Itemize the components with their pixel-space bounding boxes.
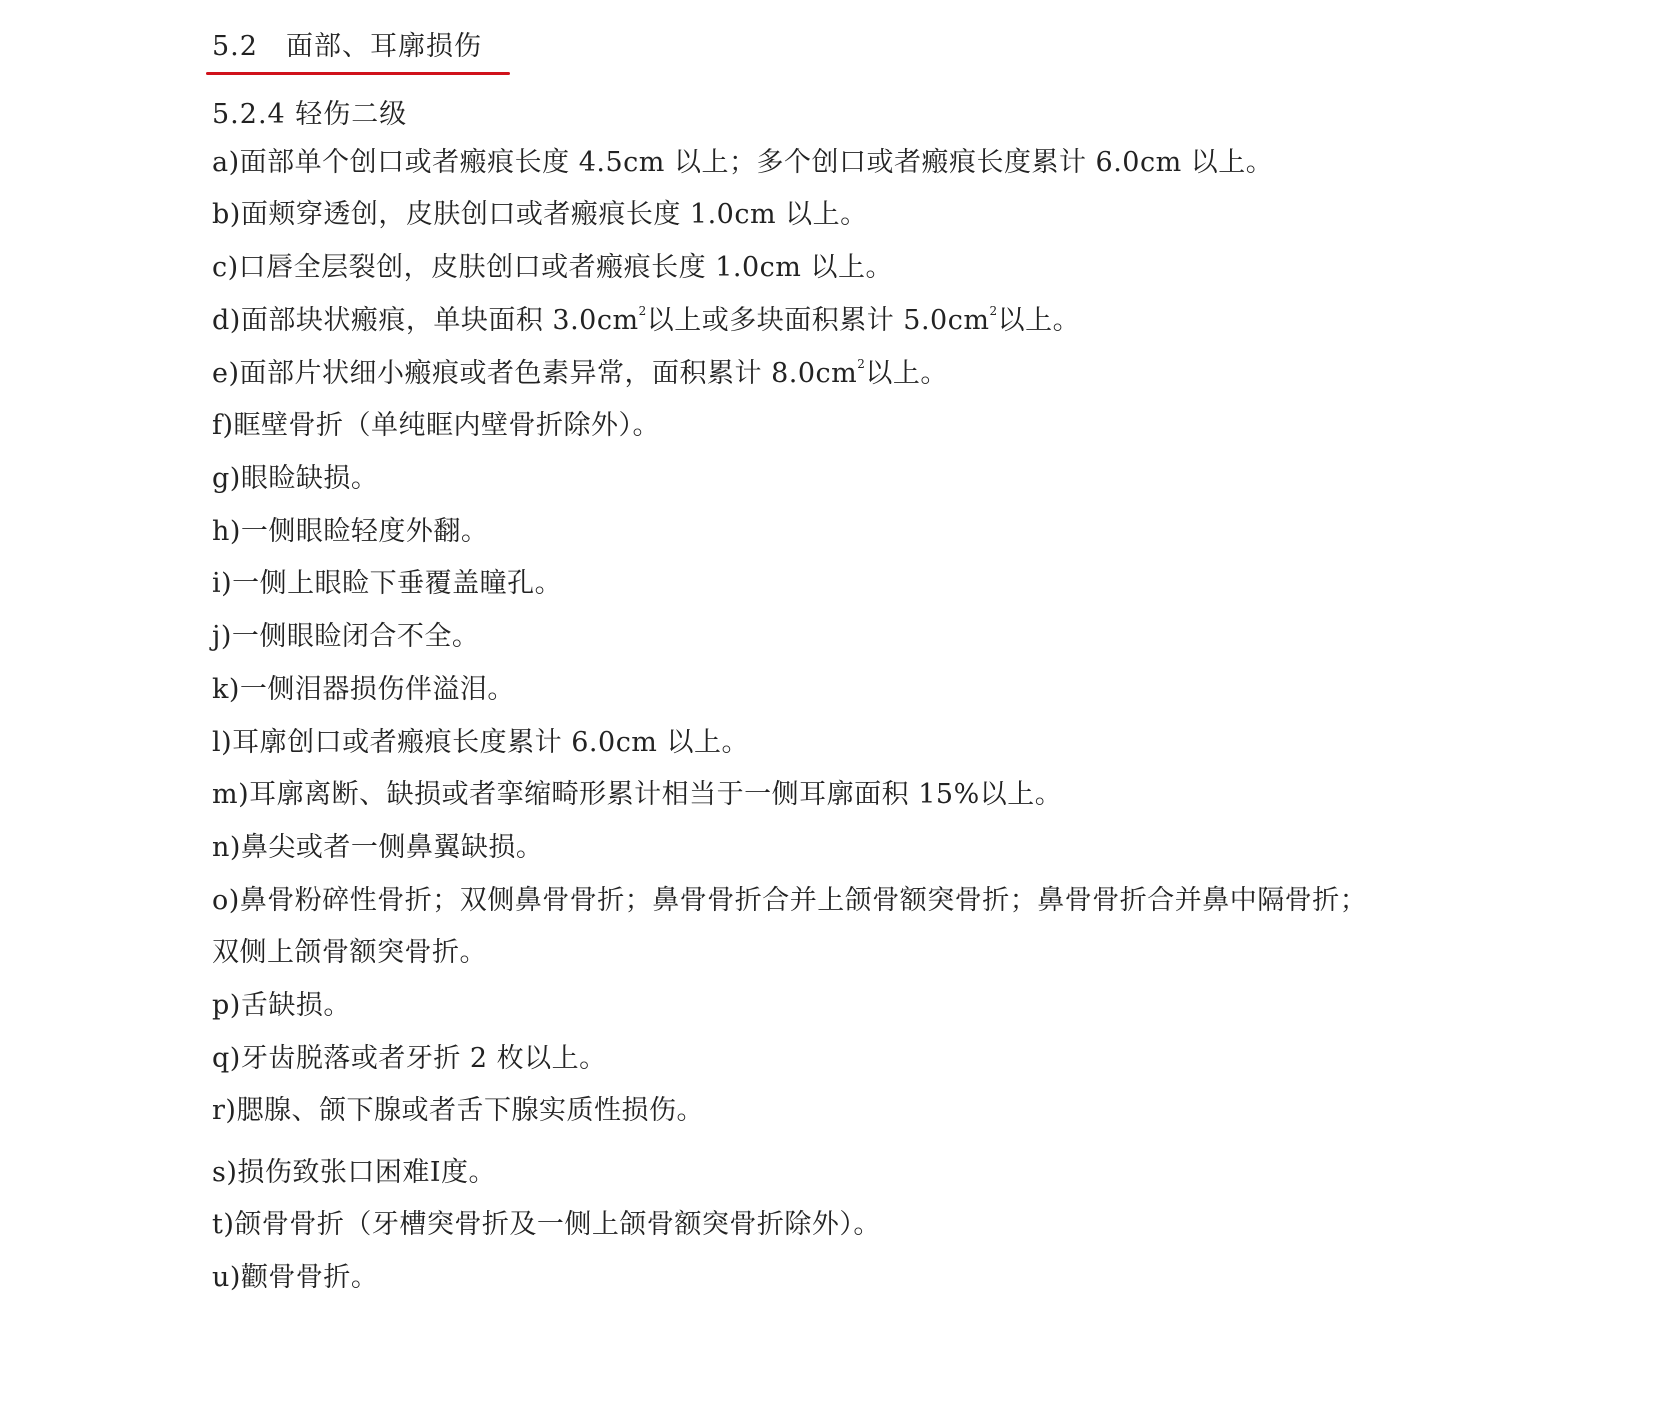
list-item-d-text-2: 以上或多块面积累计 5.0cm [646, 305, 990, 336]
list-item-u: u)颧骨骨折。 [212, 1262, 379, 1293]
list-item-p: p)舌缺损。 [212, 990, 351, 1021]
list-item-k: k)一侧泪器损伤伴溢泪。 [212, 674, 515, 705]
list-item-d-text-1: d)面部块状瘢痕，单块面积 3.0cm [212, 305, 639, 336]
list-item-d-text-3: 以上。 [997, 305, 1081, 336]
list-item-o: o)鼻骨粉碎性骨折；双侧鼻骨骨折；鼻骨骨折合并上颌骨额突骨折；鼻骨骨折合并鼻中隔骨折； [212, 885, 1368, 916]
list-item-o-continued: 双侧上颌骨额突骨折。 [212, 937, 487, 968]
list-item-g: g)眼睑缺损。 [212, 463, 379, 494]
heading-underline [206, 72, 510, 75]
list-item-f: f)眶壁骨折（单纯眶内壁骨折除外）。 [212, 410, 661, 441]
list-item-q: q)牙齿脱落或者牙折 2 枚以上。 [212, 1043, 607, 1074]
list-item-l: l)耳廓创口或者瘢痕长度累计 6.0cm 以上。 [212, 727, 749, 758]
list-item-b: b)面颊穿透创，皮肤创口或者瘢痕长度 1.0cm 以上。 [212, 199, 868, 230]
list-item-i: i)一侧上眼睑下垂覆盖瞳孔。 [212, 568, 563, 599]
superscript-2: 2 [989, 304, 998, 318]
list-item-h: h)一侧眼睑轻度外翻。 [212, 516, 489, 547]
list-item-d [212, 301, 1080, 341]
section-heading: 5.2 面部、耳廓损伤 [212, 31, 482, 62]
subsection-heading: 5.2.4 轻伤二级 [212, 99, 408, 130]
list-item-s: s)损伤致张口困难Ⅰ度。 [212, 1157, 497, 1188]
list-item-m: m)耳廓离断、缺损或者挛缩畸形累计相当于一侧耳廓面积 15%以上。 [212, 779, 1063, 810]
superscript-2: 2 [638, 304, 647, 318]
list-item-n: n)鼻尖或者一侧鼻翼缺损。 [212, 832, 544, 863]
superscript-2: 2 [857, 357, 866, 371]
list-item-e-text-1: e)面部片状细小瘢痕或者色素异常，面积累计 8.0cm [212, 358, 858, 389]
list-item-e-text-2: 以上。 [865, 358, 948, 389]
list-item-j: j)一侧眼睑闭合不全。 [212, 621, 480, 652]
list-item-e [212, 354, 948, 394]
list-item-c: c)口唇全层裂创，皮肤创口或者瘢痕长度 1.0cm 以上。 [212, 252, 893, 283]
list-item-a: a)面部单个创口或者瘢痕长度 4.5cm 以上；多个创口或者瘢痕长度累计 6.0cm 以上。 [212, 147, 1274, 178]
list-item-r: r)腮腺、颌下腺或者舌下腺实质性损伤。 [212, 1095, 704, 1126]
list-item-t: t)颌骨骨折（牙槽突骨折及一侧上颌骨额突骨折除外）。 [212, 1209, 881, 1240]
